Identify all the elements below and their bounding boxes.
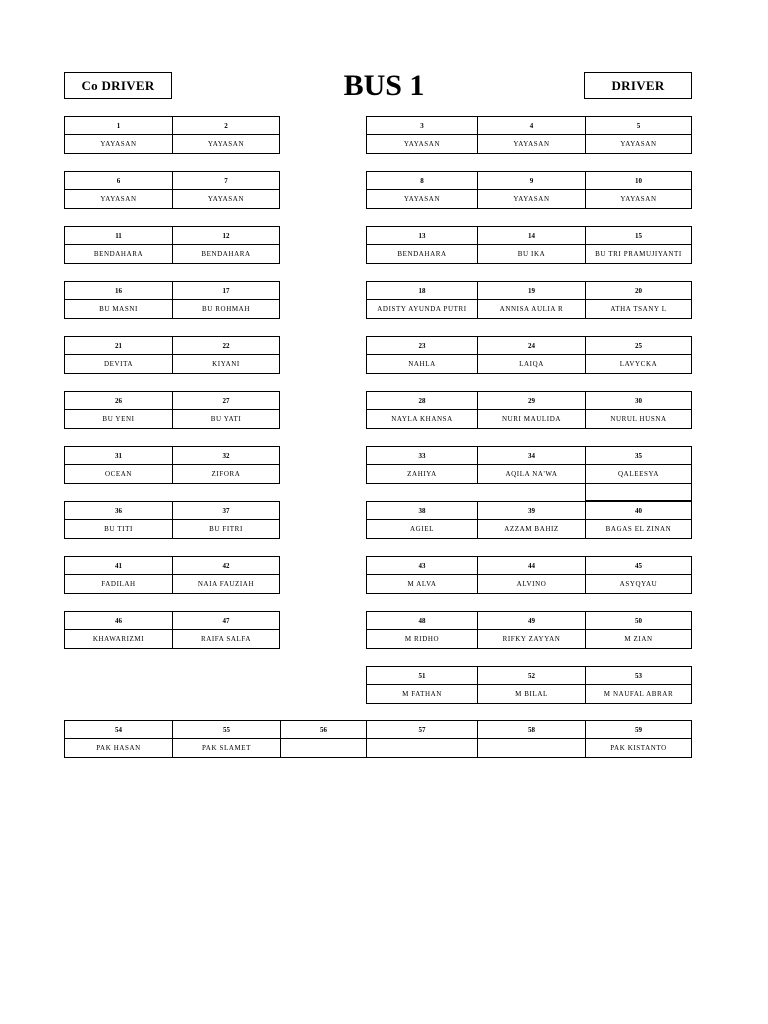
seat: [366, 336, 477, 374]
seat-passenger-name: FADILAH: [101, 580, 136, 588]
seat-passenger-name: ALVINO: [516, 580, 547, 588]
seat-passenger-name: RIFKY ZAYYAN: [502, 635, 561, 643]
seat-passenger-name: BU IKA: [517, 250, 546, 258]
seat-row-left: [64, 501, 280, 539]
seat: [477, 226, 585, 264]
seat-number: 48: [367, 612, 477, 630]
seat: [585, 720, 692, 758]
seat-number: 33: [367, 447, 477, 465]
seat-row-left: [64, 171, 280, 209]
seat: [477, 281, 585, 319]
seat-number: 37: [173, 502, 279, 520]
seat: [366, 281, 477, 319]
seat: [585, 391, 692, 429]
seat-number: 18: [367, 282, 477, 300]
seat-passenger-name: LAIQA: [519, 360, 544, 368]
seat: [64, 556, 172, 594]
seat-passenger-name: LAVYCKA: [619, 360, 658, 368]
seat-row-right: [366, 226, 692, 264]
seat-passenger-name: BU TITI: [104, 525, 133, 533]
seat-number: 56: [281, 721, 366, 739]
seat: [64, 720, 172, 758]
seat: [366, 226, 477, 264]
seat-number: 34: [478, 447, 585, 465]
seat-number: 20: [586, 282, 691, 300]
seat-passenger-name: YAYASAN: [403, 195, 441, 203]
seat-number: 25: [586, 337, 691, 355]
seat-passenger-name: M ALVA: [407, 580, 437, 588]
seat: [585, 556, 692, 594]
seat: [64, 336, 172, 374]
seat: [585, 336, 692, 374]
seat: [366, 391, 477, 429]
seat-number: 44: [478, 557, 585, 575]
seat-number: 10: [586, 172, 691, 190]
seat-passenger-name: YAYASAN: [100, 140, 137, 148]
seat-number: 7: [173, 172, 279, 190]
seat-passenger-name: KHAWARIZMI: [92, 635, 145, 643]
seat: [477, 556, 585, 594]
seat: [585, 116, 692, 154]
seat: [585, 666, 692, 704]
seat: [477, 501, 585, 539]
seat-passenger-name: BU TRI PRAMUJIYANTI: [595, 250, 682, 258]
seat-number: 28: [367, 392, 477, 410]
seat-row-left: [64, 446, 280, 484]
seat-passenger-name: AZZAM BAHIZ: [504, 525, 559, 533]
seat: [585, 611, 692, 649]
seat: [477, 611, 585, 649]
seat-number: 36: [65, 502, 172, 520]
seat: [477, 446, 585, 484]
seat-number: 12: [173, 227, 279, 245]
seat-passenger-name: ANNISA AULIA R: [499, 305, 564, 313]
seat: [477, 116, 585, 154]
seat: [585, 281, 692, 319]
seat-number: 49: [478, 612, 585, 630]
seat-number: 24: [478, 337, 585, 355]
seat-passenger-name: PAK SLAMET: [201, 744, 252, 752]
seat-row-right: [366, 116, 692, 154]
seat: [172, 391, 280, 429]
seat-row-right: [366, 336, 692, 374]
seat-number: 45: [586, 557, 691, 575]
seat-row-left: [64, 281, 280, 319]
seat: [366, 720, 477, 758]
seat-passenger-name: NURI MAULIDA: [501, 415, 562, 423]
seat-passenger-name: M ZIAN: [624, 635, 653, 643]
seat: [172, 556, 280, 594]
seat-number: 4: [478, 117, 585, 135]
seat-number: 40: [586, 502, 691, 520]
seat-number: 6: [65, 172, 172, 190]
seat-number: 41: [65, 557, 172, 575]
seat-passenger-name: YAYASAN: [207, 140, 245, 148]
seat-passenger-name: AGIEL: [410, 525, 434, 533]
seat-row-left: [64, 116, 280, 154]
seat-number: 16: [65, 282, 172, 300]
seat-passenger-name: YAYASAN: [513, 140, 550, 148]
seat-passenger-name: NURUL HUSNA: [610, 415, 667, 423]
seat-number: 53: [586, 667, 691, 685]
seat-row-right: [366, 171, 692, 209]
seat-passenger-name: M RIDHO: [404, 635, 440, 643]
seat-passenger-name: YAYASAN: [620, 140, 657, 148]
seat-passenger-name: YAYASAN: [207, 195, 245, 203]
seat-row-left: [64, 226, 280, 264]
seat-row-right: [366, 666, 692, 704]
seat: [172, 611, 280, 649]
seat-number: 59: [586, 721, 691, 739]
seat-row-left: [64, 611, 280, 649]
seat: [172, 446, 280, 484]
seat-passenger-name: ZIFORA: [211, 470, 241, 478]
seat: [477, 171, 585, 209]
seat-passenger-name: NAHLA: [408, 360, 436, 368]
seat-passenger-name: ZAHIYA: [407, 470, 437, 478]
empty-cell: [585, 482, 692, 501]
seat-number: 55: [173, 721, 280, 739]
seat-number: 27: [173, 392, 279, 410]
seat-passenger-name: BU MASNI: [99, 305, 138, 313]
seat-passenger-name: ADISTY AYUNDA PUTRI: [377, 305, 467, 313]
seat-row-right: [366, 281, 692, 319]
seat-passenger-name: BU YATI: [210, 415, 242, 423]
seat-passenger-name: [478, 739, 585, 757]
seat-passenger-name: KIYANI: [212, 360, 240, 368]
seat: [477, 720, 585, 758]
seat: [172, 336, 280, 374]
seat: [172, 116, 280, 154]
seat-passenger-name: YAYASAN: [620, 195, 657, 203]
seat-number: 32: [173, 447, 279, 465]
seat: [172, 720, 280, 758]
seat-row-right: [366, 501, 692, 539]
seat-number: 29: [478, 392, 585, 410]
seat-passenger-name: [281, 739, 366, 757]
seat-number: 52: [478, 667, 585, 685]
seat-number: 51: [367, 667, 477, 685]
driver-label: DRIVER: [584, 72, 692, 99]
seat-row-right: [366, 391, 692, 429]
seat-passenger-name: YAYASAN: [403, 140, 441, 148]
seat-row-left: [64, 336, 280, 374]
seat: [366, 501, 477, 539]
seat-passenger-name: PAK KISTANTO: [610, 744, 667, 752]
seat-passenger-name: YAYASAN: [100, 195, 137, 203]
seat-number: 13: [367, 227, 477, 245]
seat-number: 31: [65, 447, 172, 465]
seat-passenger-name: NAYLA KHANSA: [391, 415, 453, 423]
seat-number: 57: [367, 721, 477, 739]
seat: [585, 171, 692, 209]
seat-passenger-name: AQILA NA'WA: [505, 470, 558, 478]
seat-passenger-name: PAK HASAN: [96, 744, 141, 752]
page-title: BUS 1: [343, 69, 425, 102]
seat-passenger-name: ATHA TSANY L: [610, 305, 667, 313]
seat-row-right: [366, 446, 692, 484]
seat: [64, 611, 172, 649]
seat: [172, 501, 280, 539]
seat: [366, 666, 477, 704]
seat-number: 8: [367, 172, 477, 190]
seat-passenger-name: BU ROHMAH: [202, 305, 250, 313]
seat-number: 19: [478, 282, 585, 300]
seat-passenger-name: NAIA FAUZIAH: [197, 580, 255, 588]
seat: [172, 281, 280, 319]
seat-passenger-name: [367, 739, 477, 757]
seat-passenger-name: M BILAL: [515, 690, 548, 698]
seat-number: 58: [478, 721, 585, 739]
seat-number: 47: [173, 612, 279, 630]
seat: [172, 226, 280, 264]
seat-number: 1: [65, 117, 172, 135]
seat-passenger-name: BU FITRI: [209, 525, 243, 533]
seat: [366, 446, 477, 484]
seat-number: 39: [478, 502, 585, 520]
seat-number: 14: [478, 227, 585, 245]
seat: [280, 720, 366, 758]
seat-number: 30: [586, 392, 691, 410]
seat-number: 2: [173, 117, 279, 135]
seat-number: 17: [173, 282, 279, 300]
seat: [64, 391, 172, 429]
seat-row-left: [64, 556, 280, 594]
seat: [477, 666, 585, 704]
seat-passenger-name: BAGAS EL ZINAN: [605, 525, 672, 533]
seat-passenger-name: RAIFA SALFA: [200, 635, 252, 643]
seat-passenger-name: OCEAN: [104, 470, 133, 478]
seat-row-left: [64, 391, 280, 429]
seat: [64, 226, 172, 264]
seat-row-right: [366, 556, 692, 594]
seat-number: 46: [65, 612, 172, 630]
seat: [585, 226, 692, 264]
seat-passenger-name: QALEESYA: [618, 470, 659, 478]
seat: [366, 556, 477, 594]
seat-passenger-name: BENDAHARA: [201, 250, 251, 258]
seat-number: 21: [65, 337, 172, 355]
seat-passenger-name: YAYASAN: [513, 195, 550, 203]
seat-number: 22: [173, 337, 279, 355]
seat: [366, 171, 477, 209]
seat: [172, 171, 280, 209]
seat: [64, 446, 172, 484]
seat-passenger-name: M NAUFAL ABRAR: [603, 690, 674, 698]
seat-number: 35: [586, 447, 691, 465]
seat-number: 38: [367, 502, 477, 520]
seat: [366, 116, 477, 154]
seat-number: 5: [586, 117, 691, 135]
co-driver-label: Co DRIVER: [64, 72, 172, 99]
seat-number: 11: [65, 227, 172, 245]
seat-passenger-name: DEVITA: [103, 360, 134, 368]
seat-number: 15: [586, 227, 691, 245]
seat-row-back: [64, 720, 692, 758]
seat-number: 42: [173, 557, 279, 575]
seat-number: 50: [586, 612, 691, 630]
seat-passenger-name: M FATHAN: [402, 690, 442, 698]
seat: [585, 446, 692, 484]
seat-passenger-name: BU YENI: [102, 415, 135, 423]
seat-passenger-name: ASYQYAU: [619, 580, 658, 588]
seat-number: 43: [367, 557, 477, 575]
seat-number: 9: [478, 172, 585, 190]
seat: [64, 116, 172, 154]
seat: [585, 501, 692, 539]
seat-row-right: [366, 611, 692, 649]
seat: [477, 336, 585, 374]
seat: [64, 171, 172, 209]
seat-number: 3: [367, 117, 477, 135]
seat: [64, 501, 172, 539]
seat-number: 26: [65, 392, 172, 410]
seat-passenger-name: BENDAHARA: [397, 250, 447, 258]
seat-number: 23: [367, 337, 477, 355]
seat-number: 54: [65, 721, 172, 739]
seat: [64, 281, 172, 319]
seat: [366, 611, 477, 649]
seat: [477, 391, 585, 429]
seat-passenger-name: BENDAHARA: [93, 250, 144, 258]
